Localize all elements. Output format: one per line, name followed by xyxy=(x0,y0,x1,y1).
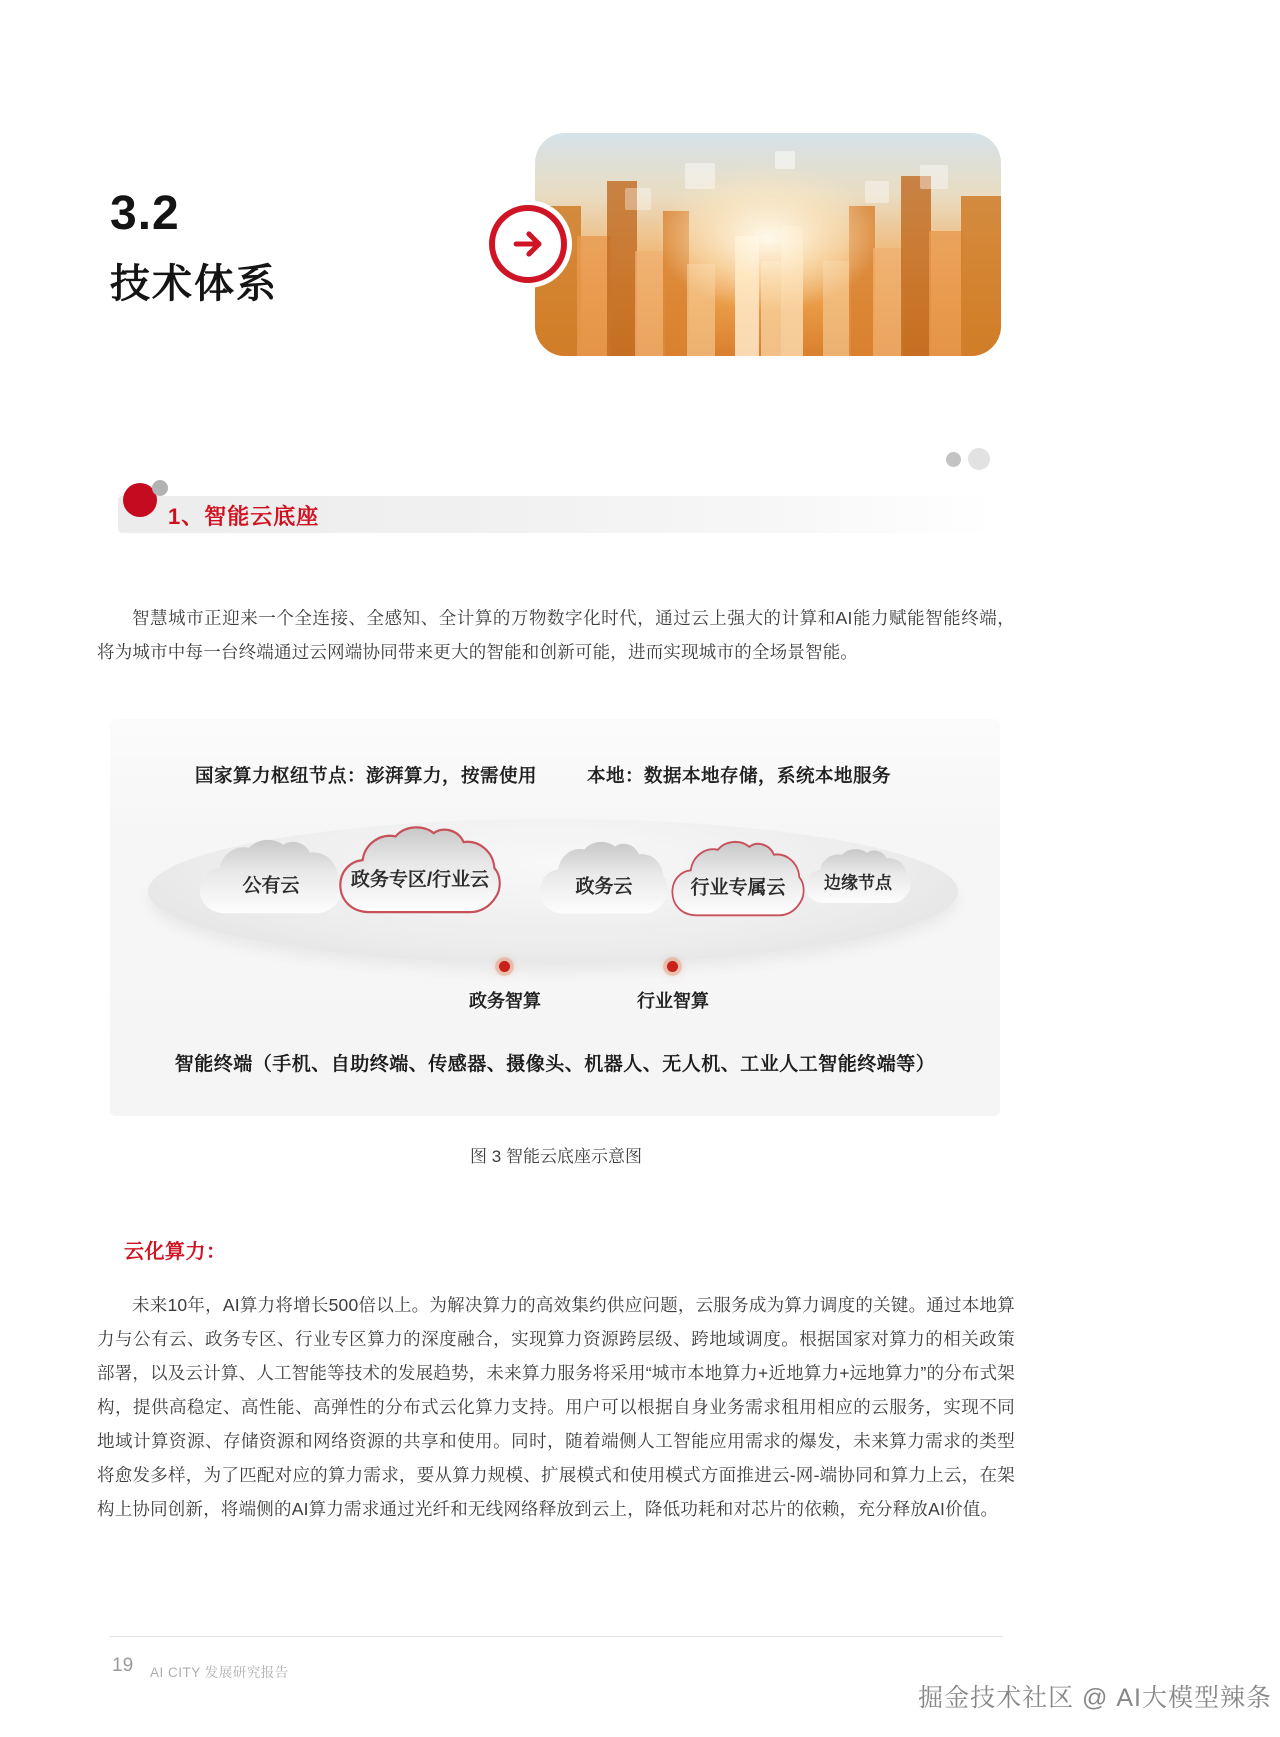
cloud-gov-industry xyxy=(335,824,505,928)
arrow-badge xyxy=(489,205,567,283)
cloud-public xyxy=(195,837,347,927)
cloud-label: 政务云 xyxy=(575,876,633,898)
cloud-power-paragraph: 未来10年，AI算力将增长500倍以上。为解决算力的高效集约供应问题，云服务成为算力调度的关键。通过本地算力与公有云、政务专区、行业专区算力的深度融合，实现算力资源跨层级、跨地域调度。根据国家对算力的相关政策部署，以及云计算、人工智能等技术的发展趋势，未来算力服务将采用“城市本地算力+近地算力+远地算力”的分布式架构，提供高稳定、高性能、高弹性的分布式云化算力支持。用户可以根据自身业务需求租用相应的云服务，实现不同地域计算资源、存储资源和网络资源的共享和使用。同时，随着端侧人工智能应用需求的爆发，未来算力需求的类型将愈发多样，为了匹配对应的算力需求，要从算力规模、扩展模式和使用模式方面推进云-网-端协同和算力上云，在架构上协同创新，将端侧的AI算力需求通过光纤和无线网络释放到云上，降低功耗和对芯片的依赖，充分释放AI价值。 xyxy=(97,1295,1015,1519)
city-abstract-shape xyxy=(625,188,651,210)
banner-deco-dot-small xyxy=(946,452,961,467)
city-abstract-shape xyxy=(920,165,948,189)
gov-compute-label: 政务智算 xyxy=(469,991,541,1011)
industry-compute-dot xyxy=(667,961,678,972)
cloud-power-heading: 云化算力： xyxy=(124,1241,227,1263)
city-abstract-shape xyxy=(577,236,611,356)
diagram-right-header: 本地：数据本地存储，系统本地服务 xyxy=(587,765,892,786)
banner-deco-dot-large xyxy=(968,448,990,470)
section-number: 3.2 xyxy=(110,187,180,240)
section-heading: 1、智能云底座 xyxy=(168,504,320,529)
figure-caption: 图 3 智能云底座示意图 xyxy=(470,1147,642,1166)
intro-paragraph: 智慧城市正迎来一个全连接、全感知、全计算的万物数字化时代，通过云上强大的计算和AI能力赋能智能终端，将为城市中每一台终端通过云网端协同带来更大的智能和创新可能，进而实现城市的全场景智能。 xyxy=(97,608,1015,662)
cloud-edge-node xyxy=(802,847,914,913)
city-image xyxy=(535,133,1001,356)
arrow-right-icon xyxy=(506,222,550,266)
cloud-base-diagram xyxy=(110,719,1000,1116)
banner-swoosh-decoration xyxy=(904,466,1021,500)
city-abstract-shape xyxy=(929,231,963,356)
city-abstract-glow xyxy=(656,164,880,311)
gov-compute-dot xyxy=(499,961,510,972)
cloud-label: 政务专区/行业云 xyxy=(350,869,490,891)
cloud-label: 公有云 xyxy=(242,875,300,897)
page-number: 19 xyxy=(112,1655,134,1676)
industry-compute-label: 行业智算 xyxy=(637,991,709,1011)
page-title: 技术体系 xyxy=(110,262,278,306)
cloud-gov xyxy=(536,839,672,927)
report-name: AI CITY 发展研究报告 xyxy=(150,1665,289,1680)
smart-terminals-line: 智能终端（手机、自助终端、传感器、摄像头、机器人、无人机、工业人工智能终端等） xyxy=(174,1054,936,1075)
banner-gray-dot xyxy=(152,480,168,496)
diagram-left-header: 国家算力枢纽节点：澎湃算力，按需使用 xyxy=(195,765,538,786)
cloud-industry-dedicated xyxy=(668,839,808,929)
cloud-label: 边缘节点 xyxy=(824,873,892,893)
footer-divider xyxy=(110,1636,1003,1637)
cloud-label: 行业专属云 xyxy=(690,877,786,899)
city-abstract-shape xyxy=(901,176,931,356)
city-abstract-shape xyxy=(961,196,1001,356)
watermark: 掘金技术社区 @ AI大模型辣条 xyxy=(918,1684,1272,1712)
